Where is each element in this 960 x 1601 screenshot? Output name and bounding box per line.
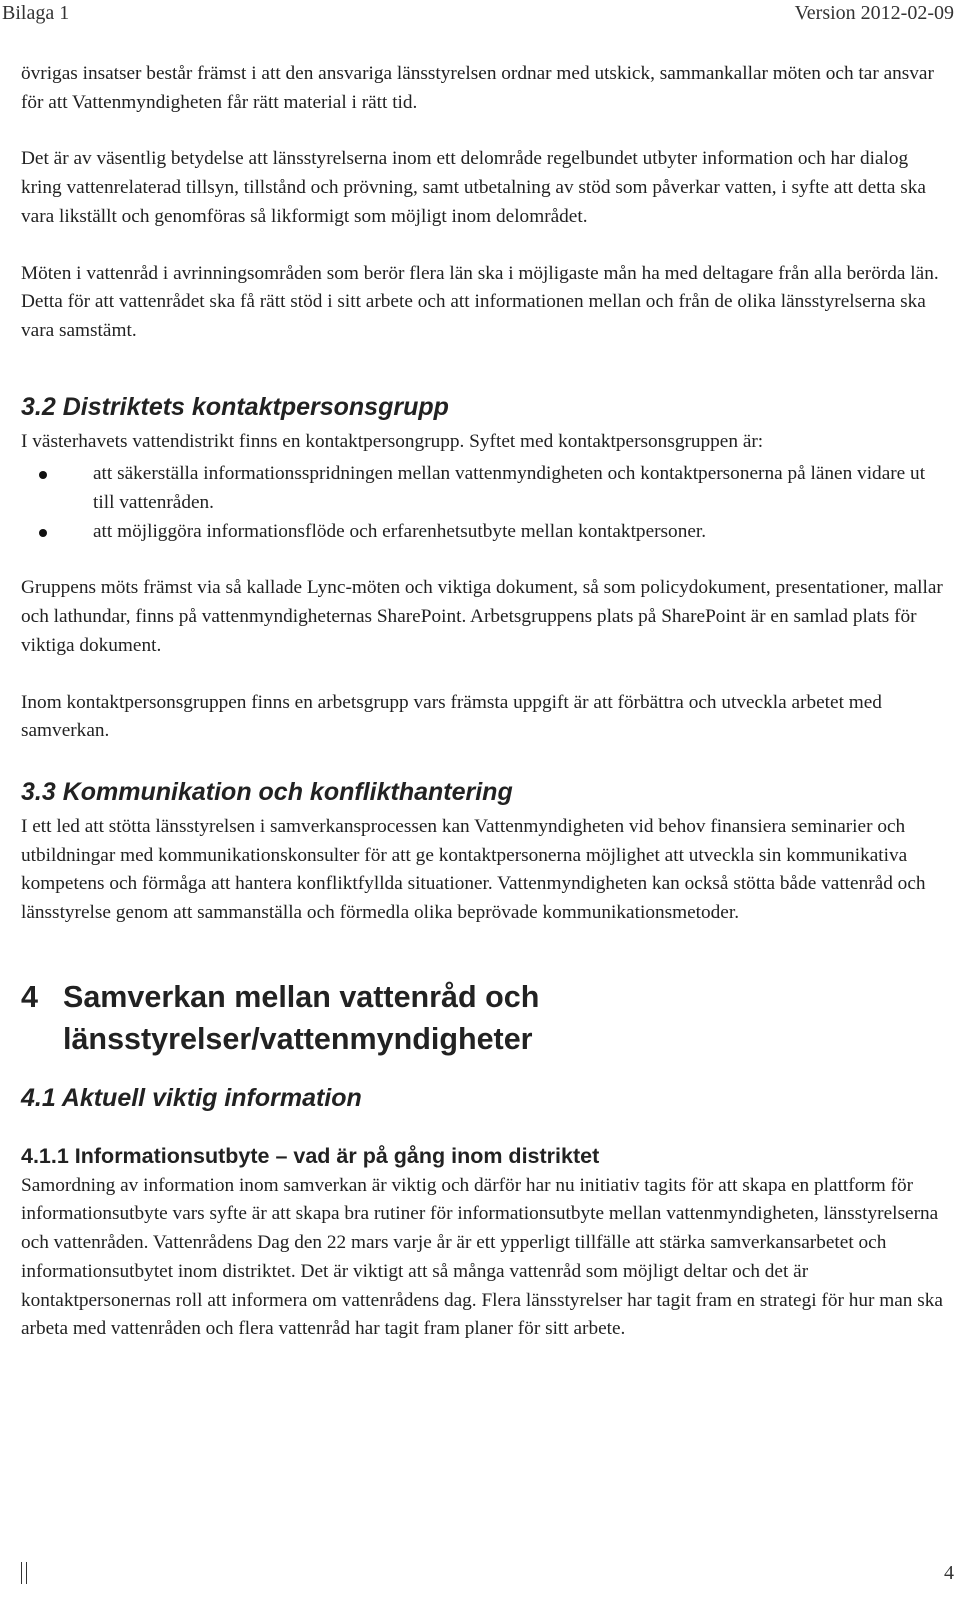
header-left: Bilaga 1 [2,2,70,24]
paragraph-3-2-arbetsgrupp: Inom kontaktpersonsgruppen finns en arbetsgrupp vars främsta uppgift är att förbättra och utveckla arbetet med samverkan. [21,691,882,742]
page-header [0,0,960,30]
document-body [21,60,946,1344]
list-item: att säkerställa informationsspridningen mellan vattenmyndigheten och kontaktpersonerna på länen vidare ut till vattenråden. [21,460,946,517]
page-number: 4 [944,1562,954,1584]
bullet-list [21,460,946,546]
paragraph-3-2-lync: Gruppens möts främst via så kallade Lync-möten och viktiga dokument, så som policydokument, presentationer, mallar och lathundar, finns på vattenmyndigheternas SharePoint. Arbetsgruppens plats på SharePoint är en samlad plats för viktiga dokument. [21,577,943,656]
heading-4 [21,976,946,1060]
footer-rule [21,1562,22,1584]
paragraph-3-3: I ett led att stötta länsstyrelsen i samverkansprocessen kan Vattenmyndigheten vid behov finansiera seminarier och utbildningar med kommunikationskonsulter för att ge kontaktpersonerna möjlighet att utveckla sin kommunikativa kompetens och förmåga att hantera konfliktfyllda situationer. Vattenmyndigheten kan också stötta både vattenråd och länsstyrelse genom att sammanställa och förmedla olika beprövade kommunikationsmetoder. [21,815,926,924]
heading-4-1: 4.1 Aktuell viktig information [21,1083,362,1112]
page-footer [0,1556,960,1596]
heading-4-1-1: 4.1.1 Informationsutbyte – vad är på gång inom distriktet [21,1143,600,1168]
footer-rule [26,1562,27,1584]
list-item: att möjliggöra informationsflöde och erfarenhetsutbyte mellan kontaktpersoner. [21,518,946,547]
heading-4-text: Samverkan mellan vattenråd och länsstyrelser/vattenmyndigheter [63,979,540,1056]
paragraph-3-2-intro: I västerhavets vattendistrikt finns en kontaktpersongrupp. Syftet med kontaktpersonsgruppen är: [21,430,764,452]
paragraph-4-1-1: Samordning av information inom samverkan är viktig och därför har nu initiativ tagits för att skapa en plattform för informationsutbyte vars syfte är att skapa bra rutiner för informationsutbyte mellan vattenmyndigheten, länsstyrelserna och vattenråden. Vattenrådens Dag den 22 mars varje år är ett ypperligt tillfälle att stärka samverkansarbetet och informationsutbytet inom distriktet. Det är viktigt att så många vattenråd som möjligt deltar och det är kontaktpersonernas roll att informera om vattenrådens dag. Flera länsstyrelser har tagit fram en strategi för hur man ska arbeta med vattenråden och flera vattenråd har tagit fram planer för sitt arbete. [21,1174,943,1340]
paragraph-delomrade: Det är av väsentlig betydelse att länsstyrelserna inom ett delområde regelbundet utbyter information och har dialog kring vattenrelaterad tillsyn, tillstånd och prövning, samt utbetalning av stöd som påverkar vatten, i syfte att detta ska vara likställt och genomföras så likformigt som möjligt inom delområdet. [21,148,926,227]
paragraph-intro: övrigas insatser består främst i att den ansvariga länsstyrelsen ordnar med utskick, sammankallar möten och tar ansvar för att Vattenmyndigheten får rätt material i rätt tid. [21,63,934,113]
heading-3-2: 3.2 Distriktets kontaktpersonsgrupp [21,392,449,421]
heading-4-number: 4 [21,979,38,1014]
bullet-icon [39,471,47,479]
paragraph-moten: Möten i vattenråd i avrinningsområden som berör flera län ska i möjligaste mån ha med deltagare från alla berörda län. Detta för att vattenrådet ska få rätt stöd i sitt arbete och att informationen mellan och från de olika länsstyrelserna ska vara samstämt. [21,262,939,341]
bullet-icon [39,529,47,537]
header-version: Version 2012-02-09 [794,2,954,24]
heading-3-3: 3.3 Kommunikation och konflikthantering [21,777,513,806]
